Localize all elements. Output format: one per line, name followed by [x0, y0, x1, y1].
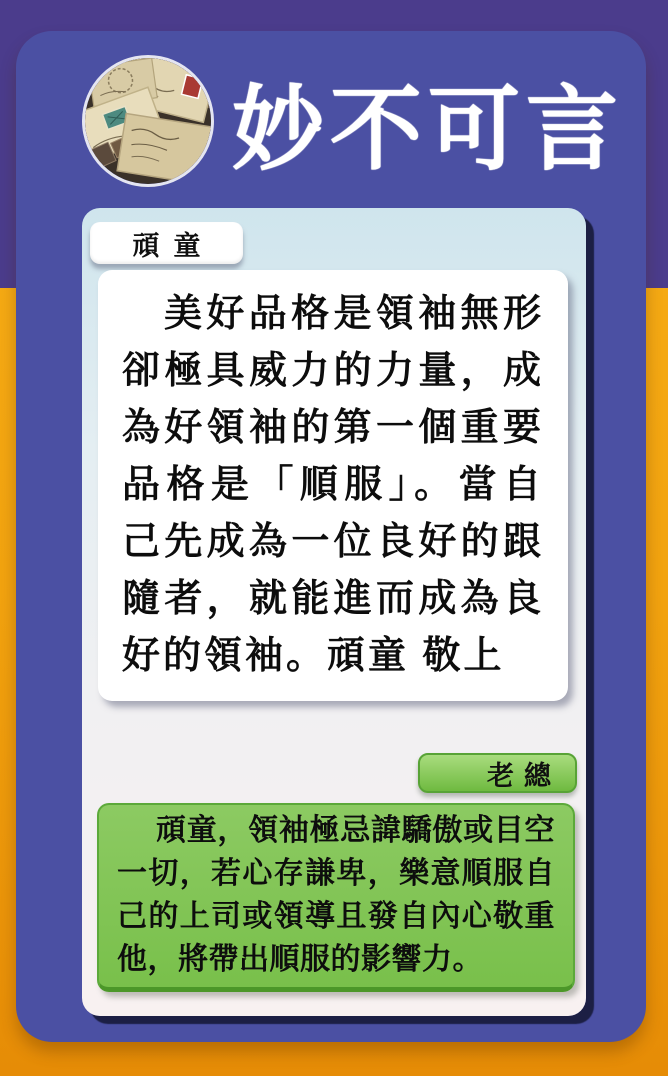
chat-panel [82, 208, 586, 1016]
message-bubble-right [97, 803, 575, 992]
sender-label-left: 頑童 [90, 222, 243, 264]
message-bubble-left [98, 270, 568, 701]
avatar [85, 58, 211, 184]
envelopes-photo-icon [85, 58, 211, 184]
sender-label-right: 老總 [418, 753, 577, 793]
page-title: 妙不可言 [231, 79, 624, 181]
main-card [16, 31, 646, 1042]
message-text-left: 美好品格是領袖無形卻極具威力的力量，成為好領袖的第一個重要品格是「順服」。當自己先成為一位良好的跟隨者，就能進而成為良好的領袖。頑童 敬上 [122, 293, 544, 677]
message-text-right: 頑童，領袖極忌諱驕傲或目空一切，若心存謙卑，樂意順服自己的上司或領導且發自內心敬重他，將帶出順服的影響力。 [117, 814, 555, 976]
